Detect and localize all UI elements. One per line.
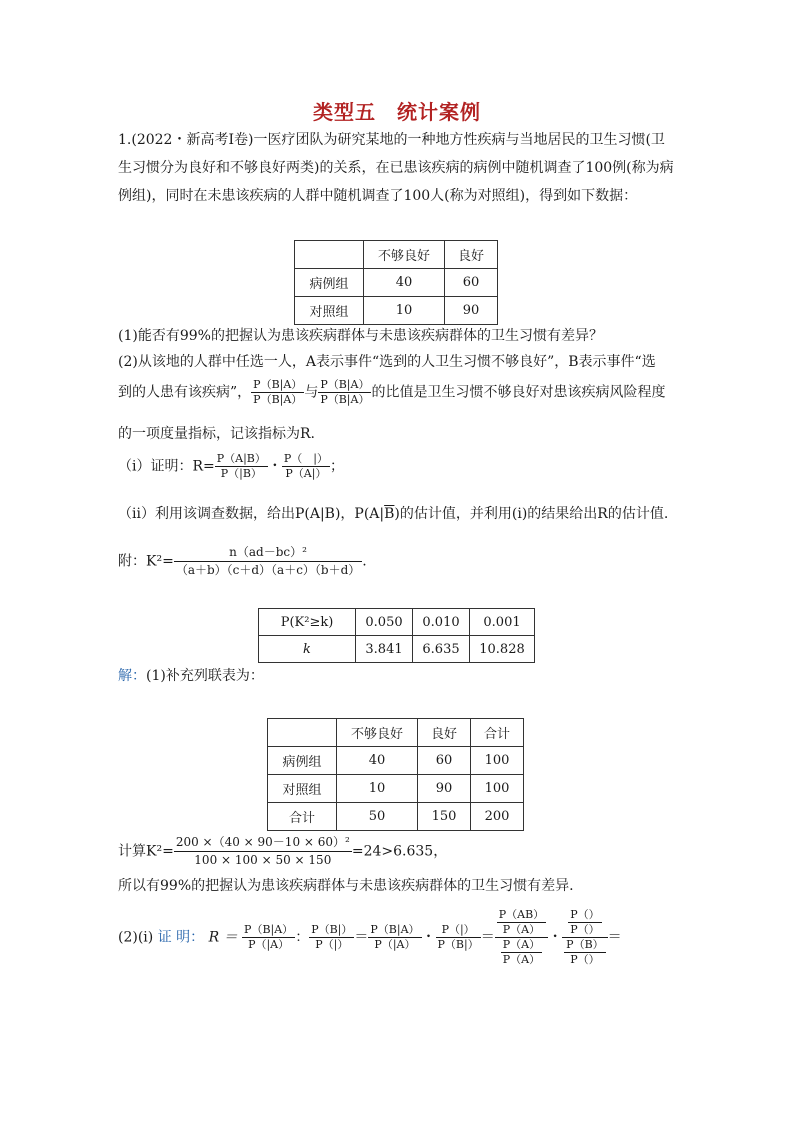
calculation-fraction: [174, 834, 352, 869]
table-header: 0.010: [413, 609, 470, 636]
fraction-numerator: P（ |）: [283, 452, 328, 465]
colon: ：: [295, 929, 310, 946]
fraction: [309, 923, 354, 952]
equals: ＝: [607, 929, 622, 946]
multiply-dot: ・: [421, 929, 436, 946]
table-row: [259, 636, 535, 663]
table-cell: 6.635: [413, 636, 470, 663]
equals: ＝: [354, 929, 369, 946]
fraction: [497, 908, 546, 937]
table-cell: 150: [418, 803, 471, 831]
table-cell: [268, 719, 337, 747]
fraction-denominator: P（B|A）: [320, 393, 370, 406]
fraction: [251, 378, 304, 407]
question-2-line-2: [118, 378, 665, 407]
table-cell: 100: [471, 775, 524, 803]
table-header: 不够良好: [337, 719, 418, 747]
question-1: (1)能否有99%的把握认为患该疾病群体与未患该疾病群体的卫生习惯有差异？: [118, 328, 603, 344]
fraction-numerator: P（|）: [436, 923, 481, 938]
fraction-denominator: 100 × 100 × 50 × 150: [194, 853, 332, 867]
table-header: 合计: [471, 719, 524, 747]
equals: ＝: [480, 929, 495, 946]
table-cell: 对照组: [268, 775, 337, 803]
calculation-result: =24>6.635，: [351, 843, 448, 860]
compound-numerator: [562, 908, 608, 938]
table-cell: 90: [418, 775, 471, 803]
fraction-numerator: P（B|A）: [253, 378, 303, 391]
formula-label: 附：K²=: [118, 553, 174, 570]
fraction: [436, 923, 481, 952]
calculation-label: 计算K²=: [118, 843, 174, 860]
table-row: [268, 803, 524, 831]
solution-step-1: [118, 666, 264, 686]
proof-r: R ＝: [208, 929, 238, 946]
semicolon: ；: [330, 458, 344, 475]
table-row: [295, 297, 498, 325]
solution-step-1-text: (1)补充列联表为：: [146, 668, 264, 684]
fraction: [215, 452, 268, 481]
table-cell: 10.828: [470, 636, 535, 663]
fraction-numerator: n（ad－bc）²: [174, 544, 362, 562]
fraction-denominator: P（A|）: [285, 467, 327, 480]
compound-fraction: [562, 908, 608, 967]
complement-b: $\overline{B}$: [384, 506, 395, 522]
fraction-numerator: P（A|B）: [216, 452, 266, 465]
table-cell: 40: [337, 747, 418, 775]
fraction-denominator: P（|）: [315, 938, 349, 951]
fraction-numerator: P（AB）: [498, 908, 545, 921]
table-row: [295, 269, 498, 297]
compound-fraction: [495, 908, 548, 967]
q2-mid: 与: [304, 384, 319, 401]
fraction-denominator: P（A）: [502, 953, 541, 966]
fraction-numerator: P（B|A）: [320, 378, 370, 391]
fraction-denominator: P（|A）: [374, 938, 416, 951]
table-cell: 对照组: [295, 297, 364, 325]
formula-fraction: [174, 544, 362, 579]
conclusion: 所以有99%的把握认为患该疾病群体与未患该疾病群体的卫生习惯有差异.: [118, 878, 574, 894]
table-cell: [295, 241, 364, 269]
fraction-numerator: P（B）: [566, 938, 604, 951]
page-title: 类型五 统计案例: [313, 100, 481, 124]
intro-line-1: 1.(2022・新高考Ⅰ卷)一医疗团队为研究某地的一种地方性疾病与当地居民的卫生习惯(卫: [118, 132, 665, 148]
intro-line-2: 生习惯分为良好和不够良好两类)的关系，在已患该疾病的病例中随机调查了100例(称为病: [118, 160, 674, 176]
multiply-dot: ・: [267, 458, 282, 475]
fraction-numerator: P（B|A）: [244, 923, 294, 936]
contingency-table: [267, 718, 524, 831]
q2-text-a: 到的人患有该疾病”，: [118, 384, 252, 401]
fraction: [501, 938, 542, 967]
fraction-numerator: P（A）: [502, 938, 541, 951]
sub-question-ii-text-c: )的估计值，并利用(ⅰ)的结果给出R的估计值.: [394, 506, 669, 522]
table-cell: 病例组: [268, 747, 337, 775]
fraction-denominator: P（|A）: [248, 938, 290, 951]
fraction-denominator: P（A）: [502, 923, 541, 936]
fraction-numerator: P（B|A）: [370, 923, 420, 936]
fraction: [368, 923, 421, 952]
solution-label: 解：: [118, 668, 146, 684]
sub-question-i-label: （ⅰ）证明：R=: [118, 458, 215, 475]
table-cell: 60: [445, 269, 498, 297]
sub-question-i: [118, 452, 344, 481]
data-table: [294, 240, 498, 325]
fraction-denominator: P（B|A）: [253, 393, 303, 406]
table-cell: 200: [471, 803, 524, 831]
fraction-numerator: P（B|）: [311, 923, 353, 936]
table-row: [268, 719, 524, 747]
fraction: [242, 923, 295, 952]
compound-numerator: [495, 908, 548, 938]
proof-line: [118, 908, 622, 967]
fraction-numerator: 200 ×（40 × 90－10 × 60）²: [174, 834, 352, 852]
fraction: [564, 938, 606, 967]
question-2-line-1: (2)从该地的人群中任选一人，A表示事件“选到的人卫生习惯不够良好”，B表示事件“选: [118, 354, 656, 370]
table-row: [259, 609, 535, 636]
intro-line-3: 例组)，同时在未患该疾病的人群中随机调查了100人(称为对照组)，得到如下数据：: [118, 188, 638, 204]
table-row: [268, 747, 524, 775]
proof-label: (2)(ⅰ): [118, 929, 154, 946]
proof-keyword: 证 明：: [157, 929, 205, 946]
formula-line: [118, 544, 367, 579]
table-cell: 3.841: [356, 636, 413, 663]
fraction-denominator: P（）: [570, 953, 600, 966]
table-cell: k: [259, 636, 356, 663]
fraction-denominator: P（B|）: [437, 938, 479, 951]
table-cell: 40: [364, 269, 445, 297]
calculation-line: [118, 834, 447, 869]
table-cell: 90: [445, 297, 498, 325]
fraction-denominator: （a＋b）（c＋d）（a＋c）（b＋d）: [175, 563, 361, 577]
table-cell: 100: [471, 747, 524, 775]
compound-denominator: [562, 938, 608, 967]
sub-question-ii: [118, 504, 668, 524]
multiply-dot: ・: [548, 929, 563, 946]
table-cell: 10: [337, 775, 418, 803]
fraction-numerator: P（）: [570, 908, 600, 921]
fraction-denominator: P（）: [570, 923, 600, 936]
question-2-line-3: 的一项度量指标，记该指标为R.: [118, 426, 315, 442]
fraction: [568, 908, 601, 937]
critical-value-table: [258, 608, 535, 663]
table-header: 0.050: [356, 609, 413, 636]
fraction: [282, 452, 330, 481]
table-cell: 60: [418, 747, 471, 775]
period: .: [362, 553, 367, 570]
compound-denominator: [495, 938, 548, 967]
fraction: [318, 378, 371, 407]
table-cell: 50: [337, 803, 418, 831]
table-header: 不够良好: [364, 241, 445, 269]
table-row: [295, 241, 498, 269]
table-header: P(K²≥k): [259, 609, 356, 636]
sub-question-ii-text-a: （ⅱ）利用该调查数据，给出P(A|B)，P(A|: [118, 506, 385, 522]
table-header: 良好: [445, 241, 498, 269]
table-cell: 10: [364, 297, 445, 325]
table-cell: 合计: [268, 803, 337, 831]
table-cell: 病例组: [295, 269, 364, 297]
fraction-denominator: P（|B）: [220, 467, 262, 480]
table-row: [268, 775, 524, 803]
table-header: 良好: [418, 719, 471, 747]
q2-text-b: 的比值是卫生习惯不够良好对患该疾病风险程度: [371, 384, 666, 401]
table-header: 0.001: [470, 609, 535, 636]
